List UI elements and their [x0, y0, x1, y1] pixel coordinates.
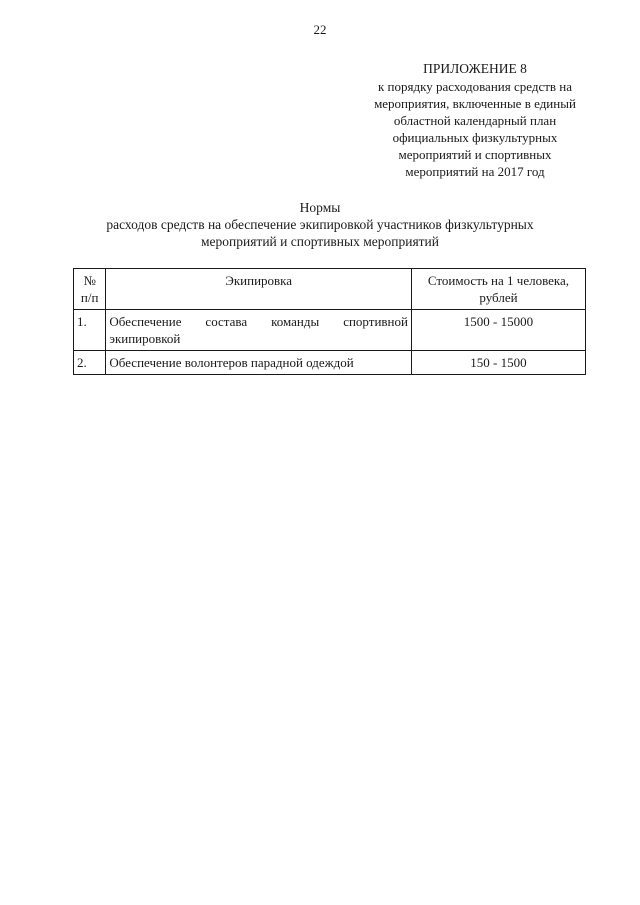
appendix-line: мероприятий на 2017 год [405, 164, 545, 179]
appendix-line: мероприятия, включенные в единый [374, 96, 576, 111]
table-row [74, 351, 586, 375]
row-cost: 150 - 1500 [411, 351, 585, 375]
row-item: Обеспечение волонтеров парадной одеждой [106, 351, 412, 375]
appendix-block [320, 60, 630, 180]
appendix-line: официальных физкультурных [392, 130, 558, 145]
norms-table [73, 268, 586, 375]
page-number: 22 [313, 22, 327, 37]
heading-title: Нормы [299, 200, 341, 215]
row-item: Обеспечение состава команды спортивной экипировкой [106, 310, 412, 351]
appendix-line: областной календарный план [393, 113, 557, 128]
heading-line: мероприятий и спортивных мероприятий [200, 234, 440, 249]
header-number-line1: № [83, 273, 96, 288]
row-number: 1. [74, 310, 106, 351]
table-header-row [74, 269, 586, 310]
row-number: 2. [74, 351, 106, 375]
document-heading [60, 199, 580, 250]
heading-line: расходов средств на обеспечение экипировкой участников физкультурных [106, 217, 534, 232]
header-cost-line1: Стоимость на 1 человека, [427, 273, 570, 288]
header-item-label: Экипировка [225, 273, 293, 288]
appendix-line: мероприятий и спортивных [398, 147, 552, 162]
appendix-title: ПРИЛОЖЕНИЕ 8 [423, 61, 527, 76]
header-number-line2: п/п [80, 290, 99, 305]
appendix-line: к порядку расходования средств на [377, 79, 573, 94]
header-cost [411, 269, 585, 310]
table-row [74, 310, 586, 351]
row-cost: 1500 - 15000 [411, 310, 585, 351]
header-number [74, 269, 106, 310]
header-cost-line2: рублей [479, 290, 518, 305]
header-item [106, 269, 412, 310]
